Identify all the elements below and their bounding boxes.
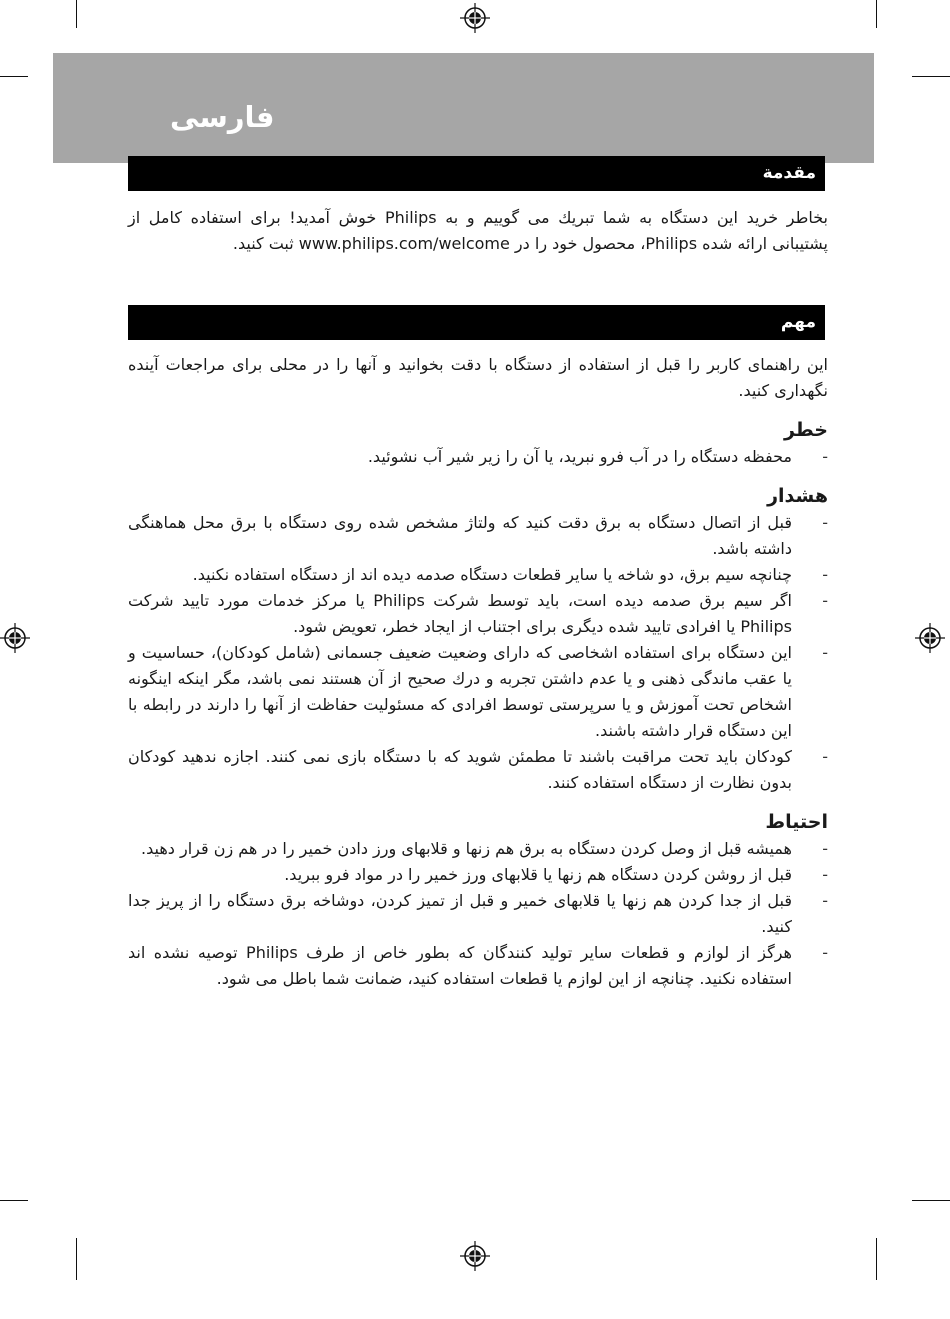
warning-heading: هشدار	[767, 485, 828, 507]
important-section	[128, 352, 828, 992]
section-heading-intro: مقدمة	[128, 156, 825, 191]
caution-list	[128, 836, 828, 992]
list-item: - چنانچه سیم برق، دو شاخه یا سایر قطعات دستگاه صدمه دیده اند از دستگاه استفاده نکنید.	[192, 565, 828, 584]
list-item: - کودکان باید تحت مراقبت باشند تا مطمئن شوید که با دستگاه بازی نمی کنند. اجازه ندهید کودکان بدون نظارت از دستگاه استفاده کنند.	[128, 747, 828, 792]
danger-list	[128, 444, 828, 470]
caution-heading: احتیاط	[765, 811, 828, 833]
language-title: فارسی	[170, 100, 275, 134]
intro-section	[128, 205, 828, 257]
list-item: - محفظه دستگاه را در آب فرو نبرید، یا آن را زیر شیر آب نشوئید.	[367, 447, 828, 466]
list-item: - قبل از جدا کردن هم زنها یا قلابهای خمیر و قبل از تمیز کردن، دوشاخه برق دستگاه را از پریز جدا کنید.	[128, 891, 828, 936]
registration-mark-icon	[460, 3, 490, 33]
registration-mark-icon	[915, 623, 945, 653]
crop-mark	[912, 1200, 950, 1201]
list-item: - قبل از روشن کردن دستگاه هم زنها یا قلابهای ورز خمیر را در مواد فرو ببرید.	[284, 865, 828, 884]
crop-mark	[76, 1238, 77, 1280]
list-item: - هرگز از لوازم و قطعات سایر تولید کنندگان که بطور خاص از طرف Philips توصیه نشده اند استفاده نکنید. چنانچه از این لوازم یا قطعات استفاده کنید، ضمانت شما باطل می شود.	[128, 943, 828, 988]
registration-mark-icon	[460, 1241, 490, 1271]
crop-mark	[0, 1200, 28, 1201]
warning-list	[128, 510, 828, 796]
crop-mark	[0, 76, 28, 77]
crop-mark	[76, 0, 77, 28]
registration-mark-icon	[0, 623, 30, 653]
list-item: - همیشه قبل از وصل کردن دستگاه به برق هم زنها و قلابهای ورز دادن خمیر را در هم زن قرار دهید.	[141, 839, 828, 858]
section-heading-important: مهم	[128, 305, 825, 340]
crop-mark	[912, 76, 950, 77]
crop-mark	[876, 1238, 877, 1280]
list-item: - اگر سیم برق صدمه دیده است، باید توسط شرکت Philips یا مرکز خدمات مورد تایید شرکت Philips یا افرادی تایید شده دیگری برای اجتناب از ایجاد خطر، تعویض شود.	[128, 591, 828, 636]
important-paragraph: این راهنمای کاربر را قبل از استفاده از دستگاه با دقت بخوانید و آنها را در محلی برای مراجعات آینده نگهداری کنید.	[128, 355, 828, 400]
intro-paragraph: بخاطر خرید این دستگاه به شما تبریك می گوییم و به Philips خوش آمدید! برای استفاده کامل از پشتیبانی ارائه شده Philips، محصول خود را در www.philips.com/welcome ثبت کنید.	[128, 208, 828, 253]
list-item: - این دستگاه برای استفاده اشخاصی که دارای وضعیت ضعیف جسمانی (شامل کودکان)، حساسیت و یا عقب ماندگی ذهنی و یا عدم داشتن تجربه و درك صحیح از آن هستند نمی باشد، مگر اینکه اینگونه اشخاص تحت آموزش و یا سرپرستی توسط افرادی که مسئولیت حفاظت از آنها را دارند در رابطه با این دستگاه قرار داشته باشند.	[128, 643, 828, 740]
danger-heading: خطر	[783, 419, 828, 441]
crop-mark	[876, 0, 877, 28]
list-item: - قبل از اتصال دستگاه به برق دقت کنید که ولتاژ مشخص شده روی دستگاه با برق محل هماهنگی داشته باشد.	[128, 513, 828, 558]
